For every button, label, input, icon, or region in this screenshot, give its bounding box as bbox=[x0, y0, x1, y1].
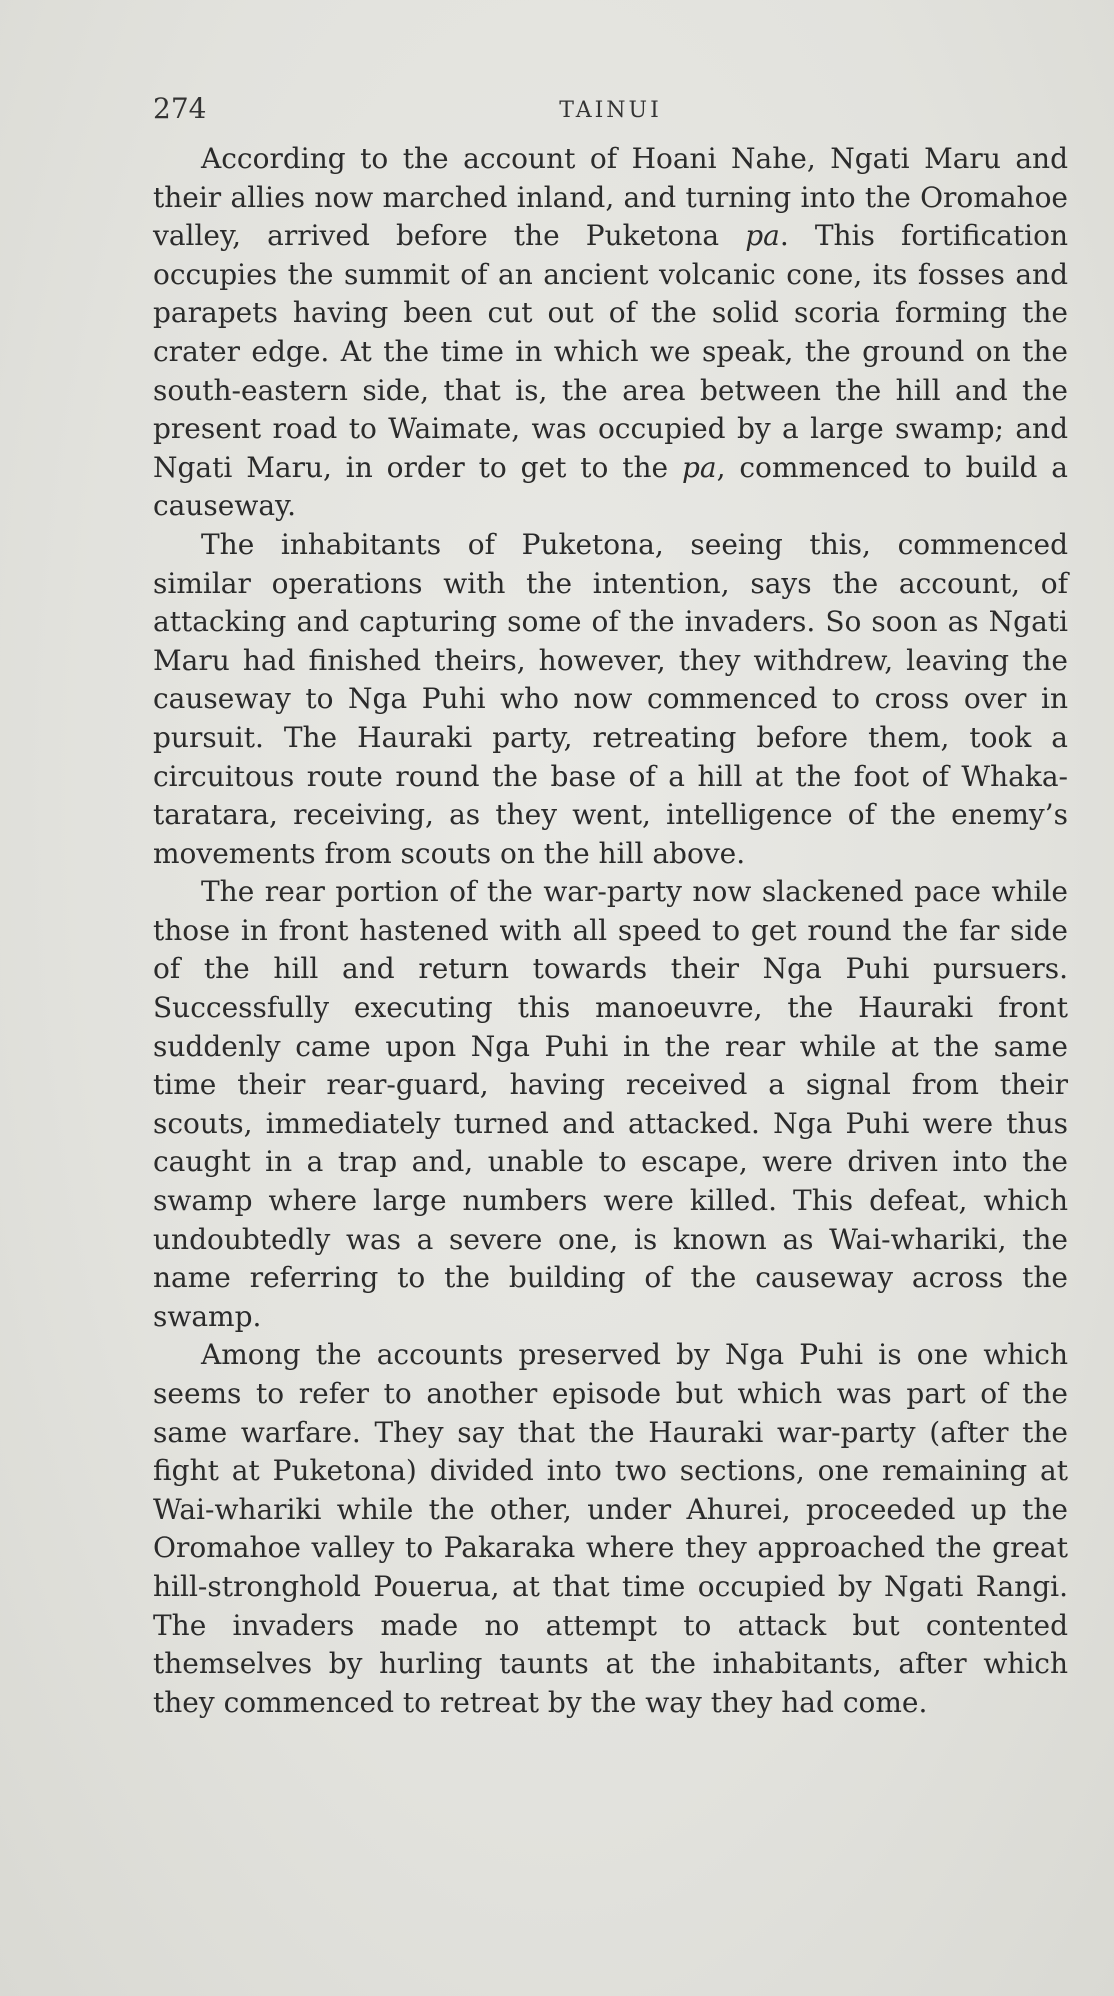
italic-term: pa bbox=[745, 219, 780, 253]
running-title: TAINUI bbox=[559, 98, 662, 123]
italic-term: pa bbox=[681, 450, 717, 484]
text-run: , commenced to build a causeway. bbox=[153, 450, 1068, 523]
body-text bbox=[153, 140, 1068, 1722]
text-run: According to the account of Hoani Nahe, Ngati Maru and their allies now marched inland, and turning into the Oromahoe valley, arrived before the Puketona bbox=[153, 142, 1068, 253]
paragraph-3 bbox=[153, 873, 1068, 1336]
text-run: The rear portion of the war-party now slackened pace while those in front hastened with all speed to get round the far side of the hill and return towards their Nga Puhi pursuers. Successfully executing this manoeuvre, the Hauraki front suddenly came upon Nga Puhi in the rear while at the same time their rear-guard, having received a signal from their scouts, immediately turned and attacked. Nga Puhi were thus caught in a trap and, unable to escape, were driven into the swamp where large numbers were killed. This defeat, which undoubtedly was a severe one, is known as Wai-whariki, the name referring to the building of the causeway across the swamp. bbox=[153, 875, 1068, 1333]
paragraph-4 bbox=[153, 1336, 1068, 1722]
text-run: . This fortification occupies the summit of an ancient volcanic cone, its fosses and parapets having been cut out of the solid scoria forming the crater edge. At the time in which we speak, the ground on the south-eastern side, that is, the area between the hill and the present road to Waimate, was occupied by a large swamp; and Ngati Maru, in order to get to the bbox=[153, 219, 1069, 484]
running-head bbox=[153, 86, 1068, 132]
text-run: The inhabitants of Puketona, seeing this, commenced similar operations with the intention, says the account, of attacking and capturing some of the invaders. So soon as Ngati Maru had finished theirs, however, they withdrew, leaving the causeway to Nga Puhi who now commenced to cross over in pursuit. The Hauraki party, retreating before them, took a circuitous route round the base of a hill at the foot of Whaka-taratara, receiving, as they went, intelligence of the enemy’s movements from scouts on the hill above. bbox=[153, 527, 1068, 870]
paragraph-2 bbox=[153, 526, 1068, 873]
text-run: Among the accounts preserved by Nga Puhi is one which seems to refer to another episode but which was part of the same warfare. They say that the Hauraki war-party (after the fight at Puketona) divided into two sections, one remaining at Wai-whariki while the other, under Ahurei, proceeded up the Oromahoe valley to Pakaraka where they approached the great hill-stronghold Pouerua, at that time occupied by Ngati Rangi. The invaders made no attempt to attack but contented themselves by hurling taunts at the inhabitants, after which they commenced to retreat by the way they had come. bbox=[153, 1338, 1068, 1719]
page-number: 274 bbox=[153, 92, 207, 125]
paragraph-1 bbox=[153, 140, 1068, 526]
book-page bbox=[153, 86, 1068, 1722]
